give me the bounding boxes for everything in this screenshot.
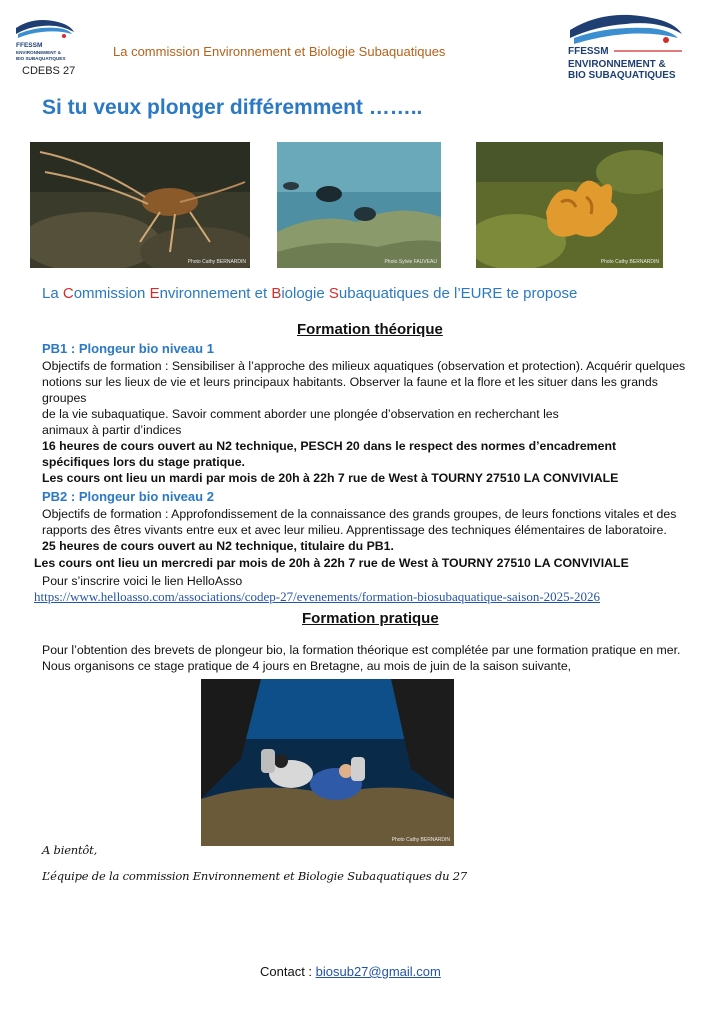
contact xyxy=(260,964,441,979)
contact-email-link[interactable]: biosub27@gmail.com xyxy=(315,964,441,979)
headline: Si tu veux plonger différemment …….. xyxy=(42,96,423,119)
fish-photo xyxy=(277,142,441,268)
pb2-schedule: Les cours ont lieu un mercredi par mois de 20h à 22h 7 rue de West à TOURNY 27510 LA CONVIVIALE xyxy=(34,556,629,570)
practice-description xyxy=(42,642,712,674)
text-line: 25 heures de cours ouvert au N2 technique, titulaire du PB1. xyxy=(42,539,394,553)
pb1-description xyxy=(42,358,702,486)
text-line: rapports des êtres vivants entre eux et avec leur milieu. Apprentissage des techniques élémentaires de laboratoire. xyxy=(42,523,667,537)
text-line: de la vie subaquatique. Savoir comment aborder une plongée d’observation en recherchant les xyxy=(42,407,559,421)
signature-team: L’équipe de la commission Environnement et Biologie Subaquatiques du 27 xyxy=(42,869,468,883)
svg-text:BIO SUBAQUATIQUES: BIO SUBAQUATIQUES xyxy=(568,70,676,80)
lobster-photo xyxy=(30,142,250,268)
text-line: notions sur les lieux de vie et leurs principaux habitants. Observer la faune et la flore et les situer dans les grands groupes xyxy=(42,375,658,405)
helloasso-link[interactable]: https://www.helloasso.com/associations/codep-27/evenements/formation-biosubaquatique-saison-2025-2026 xyxy=(34,589,600,604)
text-line: Objectifs de formation : Approfondissement de la connaissance des grands groupes, de leurs fonctions vitales et des xyxy=(42,507,677,521)
svg-text:ENVIRONNEMENT &: ENVIRONNEMENT & xyxy=(16,50,61,55)
text-line: 16 heures de cours ouvert au N2 technique, PESCH 20 dans le respect des normes d’encadrement xyxy=(42,439,617,453)
pb2-description xyxy=(42,506,702,554)
svg-text:FFESSM: FFESSM xyxy=(568,46,609,57)
svg-text:BIO SUBAQUATIQUES: BIO SUBAQUATIQUES xyxy=(16,56,66,61)
text-line: spécifiques lors du stage pratique. xyxy=(42,455,245,469)
text-line: animaux à partir d’indices xyxy=(42,423,182,437)
signup-text: Pour s’inscrire voici le lien HelloAsso xyxy=(42,574,243,588)
contact-label: Contact : xyxy=(260,964,316,979)
ffessm-logo-left xyxy=(14,14,78,62)
svg-text:FFESSM: FFESSM xyxy=(16,42,43,49)
commission-header-line: La commission Environnement et Biologie Subaquatiques xyxy=(113,44,446,59)
text-line: Objectifs de formation : Sensibiliser à l’approche des milieux aquatiques (observation et protection). Acquérir quelques xyxy=(42,359,686,373)
theory-title: Formation théorique xyxy=(297,321,443,338)
photo-credit: Photo Sylvie FAUVEAU xyxy=(384,259,437,265)
signature-greeting: A bientôt, xyxy=(42,843,98,857)
photo-credit: Photo Cathy BERNARDIN xyxy=(391,837,450,843)
text-line: Les cours ont lieu un mardi par mois de 20h à 22h 7 rue de West à TOURNY 27510 LA CONVIVIALE xyxy=(42,471,619,485)
divers-photo xyxy=(201,679,454,846)
text-line: Nous organisons ce stage pratique de 4 jours en Bretagne, au mois de juin de la saison suivante, xyxy=(42,659,572,673)
cdebs-caption: CDEBS 27 xyxy=(22,65,76,77)
tagline: La Commission Environnement et Biologie Subaquatiques de l’EURE te propose xyxy=(42,285,578,302)
text-line: Pour l’obtention des brevets de plongeur bio, la formation théorique est complétée par une formation pratique en mer. xyxy=(42,643,681,657)
pb1-heading: PB1 : Plongeur bio niveau 1 xyxy=(42,341,214,356)
sponge-photo xyxy=(476,142,663,268)
practice-title: Formation pratique xyxy=(302,610,439,627)
photo-credit: Photo Cathy BERNARDIN xyxy=(600,259,659,265)
photo-credit: Photo Cathy BERNARDIN xyxy=(187,259,246,265)
svg-text:ENVIRONNEMENT &: ENVIRONNEMENT & xyxy=(568,59,666,70)
pb2-heading: PB2 : Plongeur bio niveau 2 xyxy=(42,489,214,504)
ffessm-logo-right xyxy=(566,8,686,80)
